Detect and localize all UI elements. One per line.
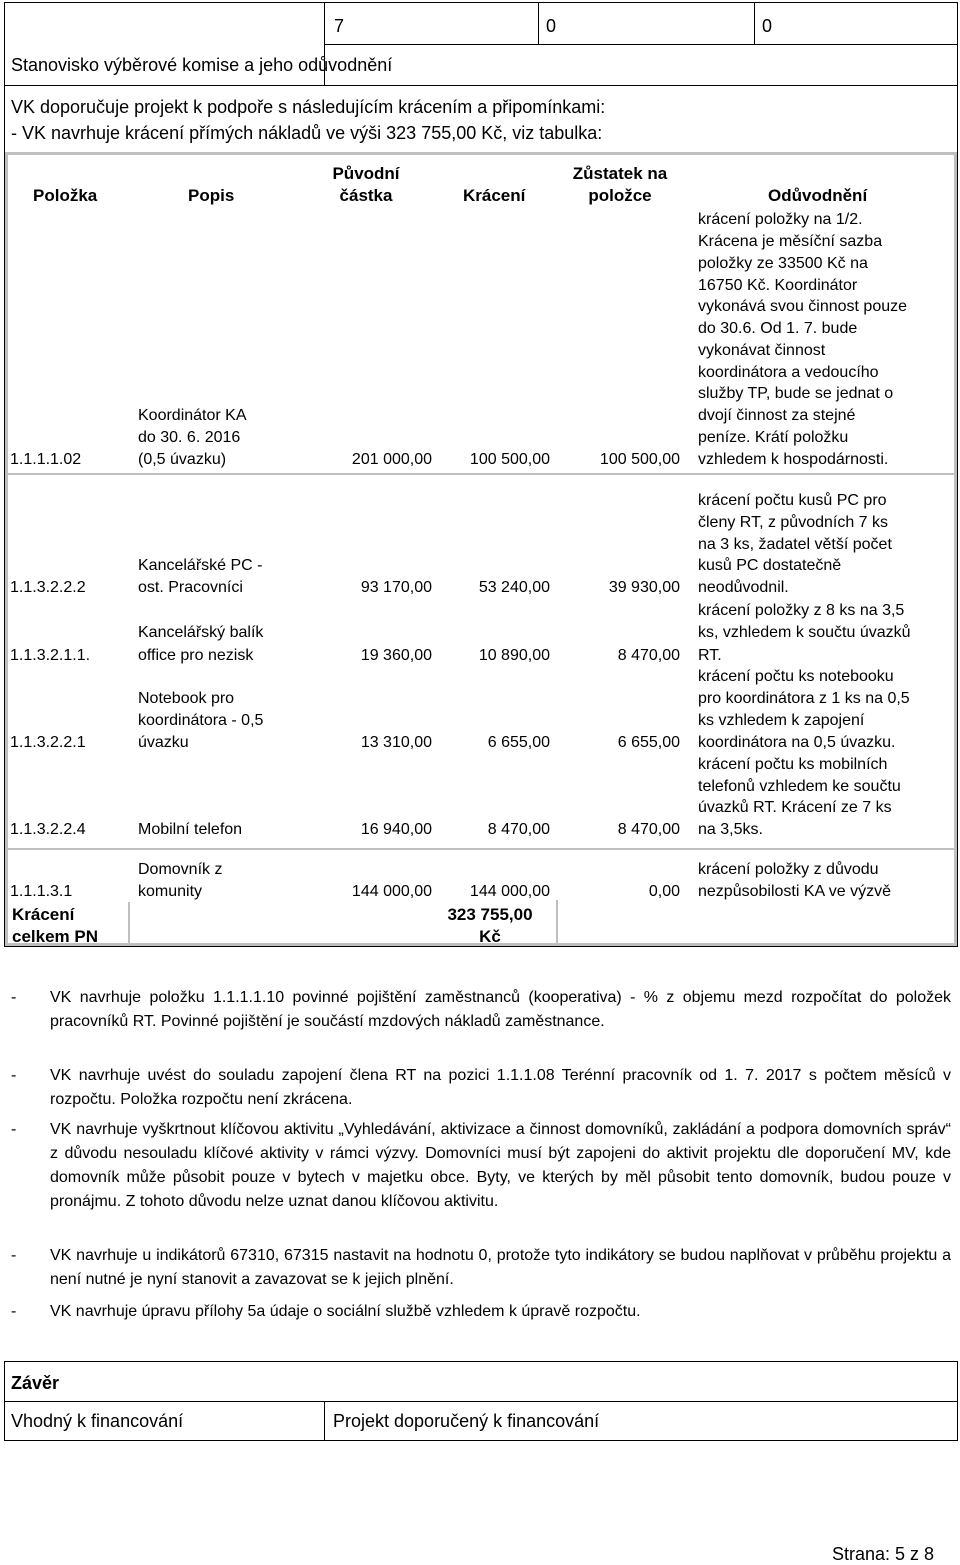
row-popis-line: office pro nezisk bbox=[138, 647, 254, 664]
row-oduvodneni-line: dvojí činnost za stejné bbox=[698, 407, 856, 424]
row-oduvodneni-line: koordinátora a vedoucího bbox=[698, 364, 879, 381]
score-row-divider bbox=[4, 85, 958, 86]
page-number: Strana: 5 z 8 bbox=[832, 1544, 935, 1564]
score-value-1: 7 bbox=[334, 16, 345, 36]
row-oduvodneni-line: krácení položky z 8 ks na 3,5 bbox=[698, 602, 905, 619]
row-popis-line: Koordinátor KA bbox=[138, 407, 247, 424]
row-kraceni: 6 655,00 bbox=[487, 734, 550, 751]
row-oduvodneni-line: na 3,5ks. bbox=[698, 821, 763, 838]
row-zustatek: 8 470,00 bbox=[617, 821, 680, 838]
conclusion-column-divider bbox=[324, 1401, 325, 1441]
row-oduvodneni-line: krácení počtu ks notebooku bbox=[698, 668, 894, 685]
score-value-2: 0 bbox=[546, 16, 557, 36]
row-popis-line: Kancelářský balík bbox=[138, 624, 264, 641]
row-kraceni: 10 890,00 bbox=[478, 647, 550, 664]
row-zustatek: 0,00 bbox=[648, 883, 680, 900]
row-kraceni: 144 000,00 bbox=[469, 883, 550, 900]
row-oduvodneni-line: peníze. Krátí položku bbox=[698, 429, 849, 446]
row-polozka: 1.1.3.2.2.4 bbox=[10, 821, 86, 838]
header-polozka: Položka bbox=[33, 186, 98, 205]
row-polozka: 1.1.3.2.1.1. bbox=[10, 647, 91, 664]
row-oduvodneni-line: kusů PC dostatečně bbox=[698, 557, 842, 574]
row-polozka: 1.1.3.2.2.1 bbox=[10, 734, 86, 751]
conclusion-value-left: Vhodný k financování bbox=[11, 1411, 184, 1431]
header-popis: Popis bbox=[188, 186, 235, 205]
header-zustatek-2: položce bbox=[588, 186, 652, 205]
list-item: VK navrhuje uvést do souladu zapojení člena RT na pozici 1.1.1.08 Terénní pracovník od 1. 7. 2017 s počtem měsíců v rozpočtu. Položka rozpočtu není zkrácena. bbox=[50, 1067, 951, 1108]
total-label-line: celkem PN bbox=[12, 927, 98, 946]
row-puvodni: 19 360,00 bbox=[360, 647, 432, 664]
list-bullet: - bbox=[11, 1067, 17, 1084]
row-oduvodneni-line: ks, vzhledem k součtu úvazků bbox=[698, 624, 911, 641]
list-bullet: - bbox=[11, 1247, 17, 1264]
intro-line-1: VK doporučuje projekt k podpoře s následujícím krácením a připomínkami: bbox=[11, 97, 606, 117]
row-popis-line: Notebook pro bbox=[138, 690, 235, 707]
row-zustatek: 6 655,00 bbox=[617, 734, 680, 751]
row-puvodni: 201 000,00 bbox=[351, 451, 432, 468]
row-oduvodneni-line: krácení položky na 1/2. bbox=[698, 211, 863, 228]
conclusion-label: Závěr bbox=[11, 1373, 60, 1393]
list-item: VK navrhuje u indikátorů 67310, 67315 nastavit na hodnotu 0, protože tyto indikátory se budou naplňovat v průběhu projektu a není nutné je nyní stanovit a zavazovat se k jejich plnění. bbox=[50, 1247, 951, 1288]
list-bullet: - bbox=[11, 1121, 17, 1138]
row-oduvodneni-line: ks vzhledem k zapojení bbox=[698, 712, 865, 729]
row-oduvodneni-line: vzhledem k hospodárnosti. bbox=[698, 451, 889, 468]
row-popis-line: úvazku bbox=[138, 734, 189, 751]
row-polozka: 1.1.1.1.02 bbox=[10, 451, 82, 468]
row-popis-line: (0,5 úvazku) bbox=[138, 451, 227, 468]
row-oduvodneni-line: úvazků RT. Krácení ze 7 ks bbox=[698, 799, 892, 816]
row-kraceni: 8 470,00 bbox=[487, 821, 550, 838]
row-oduvodneni-line: krácení položky z důvodu bbox=[698, 861, 879, 878]
list-bullet: - bbox=[11, 1303, 17, 1320]
total-value-line: Kč bbox=[479, 927, 501, 946]
row-zustatek: 100 500,00 bbox=[599, 451, 680, 468]
row-oduvodneni-line: 16750 Kč. Koordinátor bbox=[698, 277, 858, 294]
header-puvodni-1: Původní bbox=[332, 164, 400, 183]
row-popis-line: Domovník z bbox=[138, 861, 223, 878]
row-oduvodneni-line: vykonává svou činnost pouze bbox=[698, 298, 908, 315]
row-oduvodneni-line: na 3 ks, žadatel větší počet bbox=[698, 536, 892, 553]
row-oduvodneni-line: neodůvodnil. bbox=[698, 579, 789, 596]
row-oduvodneni-line: koordinátora na 0,5 úvazku. bbox=[698, 734, 896, 751]
row-polozka: 1.1.3.2.2.2 bbox=[10, 579, 86, 596]
row-oduvodneni-line: členy RT, z původních 7 ks bbox=[698, 514, 889, 531]
row-puvodni: 144 000,00 bbox=[351, 883, 432, 900]
row-oduvodneni-line: telefonů vzhledem ke součtu bbox=[698, 778, 901, 795]
row-popis-line: Mobilní telefon bbox=[138, 821, 243, 838]
score-cells-bottom bbox=[324, 44, 958, 45]
row-puvodni: 16 940,00 bbox=[360, 821, 432, 838]
row-popis-line: koordinátora - 0,5 bbox=[138, 712, 264, 729]
row-oduvodneni-line: položky ze 33500 Kč na bbox=[698, 255, 868, 272]
row-puvodni: 13 310,00 bbox=[360, 734, 432, 751]
row-kraceni: 53 240,00 bbox=[478, 579, 550, 596]
row-popis-line: ost. Pracovníci bbox=[138, 579, 243, 596]
row-oduvodneni-line: RT. bbox=[698, 647, 722, 664]
row-oduvodneni-line: pro koordinátora z 1 ks na 0,5 bbox=[698, 690, 910, 707]
row-popis-line: komunity bbox=[138, 883, 203, 900]
header-puvodni-2: částka bbox=[339, 186, 393, 205]
total-label-line: Krácení bbox=[12, 905, 75, 924]
header-oduvodneni: Odůvodnění bbox=[768, 186, 868, 205]
row-oduvodneni-line: krácení počtu ks mobilních bbox=[698, 756, 888, 773]
row-oduvodneni-line: Krácena je měsíční sazba bbox=[698, 233, 883, 250]
list-item: VK navrhuje vyškrtnout klíčovou aktivitu „Vyhledávání, aktivizace a činnost domovníků, zakládání a podpora domovních správ“ z důvodu nesouladu klíčové aktivity v rámci výzvy. Domovníci musí být zapojeni do aktivit projektu dle doporučení MV, kde domovník může působit pouze v bytech v majetku obce. Byty, ve kterých by měl působit tento domovník, budou pouze v pronájmu. Z tohoto důvodu nelze uznat danou klíčovou aktivitu. bbox=[50, 1121, 951, 1210]
conclusion-value-right: Projekt doporučený k financování bbox=[333, 1411, 600, 1431]
row-oduvodneni-line: služby TP, bude se jednat o bbox=[698, 385, 894, 402]
row-zustatek: 8 470,00 bbox=[617, 647, 680, 664]
row-kraceni: 100 500,00 bbox=[469, 451, 550, 468]
row-popis-line: Kancelářské PC - bbox=[138, 557, 263, 574]
row-zustatek: 39 930,00 bbox=[608, 579, 680, 596]
row-oduvodneni-line: do 30.6. Od 1. 7. bude bbox=[698, 320, 858, 337]
score-divider-3 bbox=[754, 2, 755, 44]
intro-line-2: - VK navrhuje krácení přímých nákladů ve výši 323 755,00 Kč, viz tabulka: bbox=[11, 123, 603, 143]
row-popis-line: do 30. 6. 2016 bbox=[138, 429, 241, 446]
section-title: Stanovisko výběrové komise a jeho odůvodnění bbox=[11, 55, 393, 75]
list-bullet: - bbox=[11, 989, 17, 1006]
list-item: VK navrhuje položku 1.1.1.1.10 povinné pojištění zaměstnanců (kooperativa) - % z objemu mezd rozpočítat do položek pracovníků RT. Povinné pojištění je součástí mzdových nákladů zaměstnance. bbox=[50, 989, 951, 1030]
score-divider-2 bbox=[538, 2, 539, 44]
row-oduvodneni-line: krácení počtu kusů PC pro bbox=[698, 492, 887, 509]
header-kraceni: Krácení bbox=[463, 186, 526, 205]
conclusion-divider bbox=[4, 1401, 958, 1402]
row-polozka: 1.1.1.3.1 bbox=[10, 883, 73, 900]
row-oduvodneni-line: nezpůsobilosti KA ve výzvě bbox=[698, 883, 891, 900]
row-oduvodneni-line: vykonávat činnost bbox=[698, 342, 826, 359]
total-value-line: 323 755,00 bbox=[447, 905, 533, 924]
header-zustatek-1: Zůstatek na bbox=[572, 164, 668, 183]
score-value-3: 0 bbox=[762, 16, 773, 36]
row-puvodni: 93 170,00 bbox=[360, 579, 432, 596]
list-item: VK navrhuje úpravu přílohy 5a údaje o sociální službě vzhledem k úpravě rozpočtu. bbox=[50, 1303, 641, 1320]
